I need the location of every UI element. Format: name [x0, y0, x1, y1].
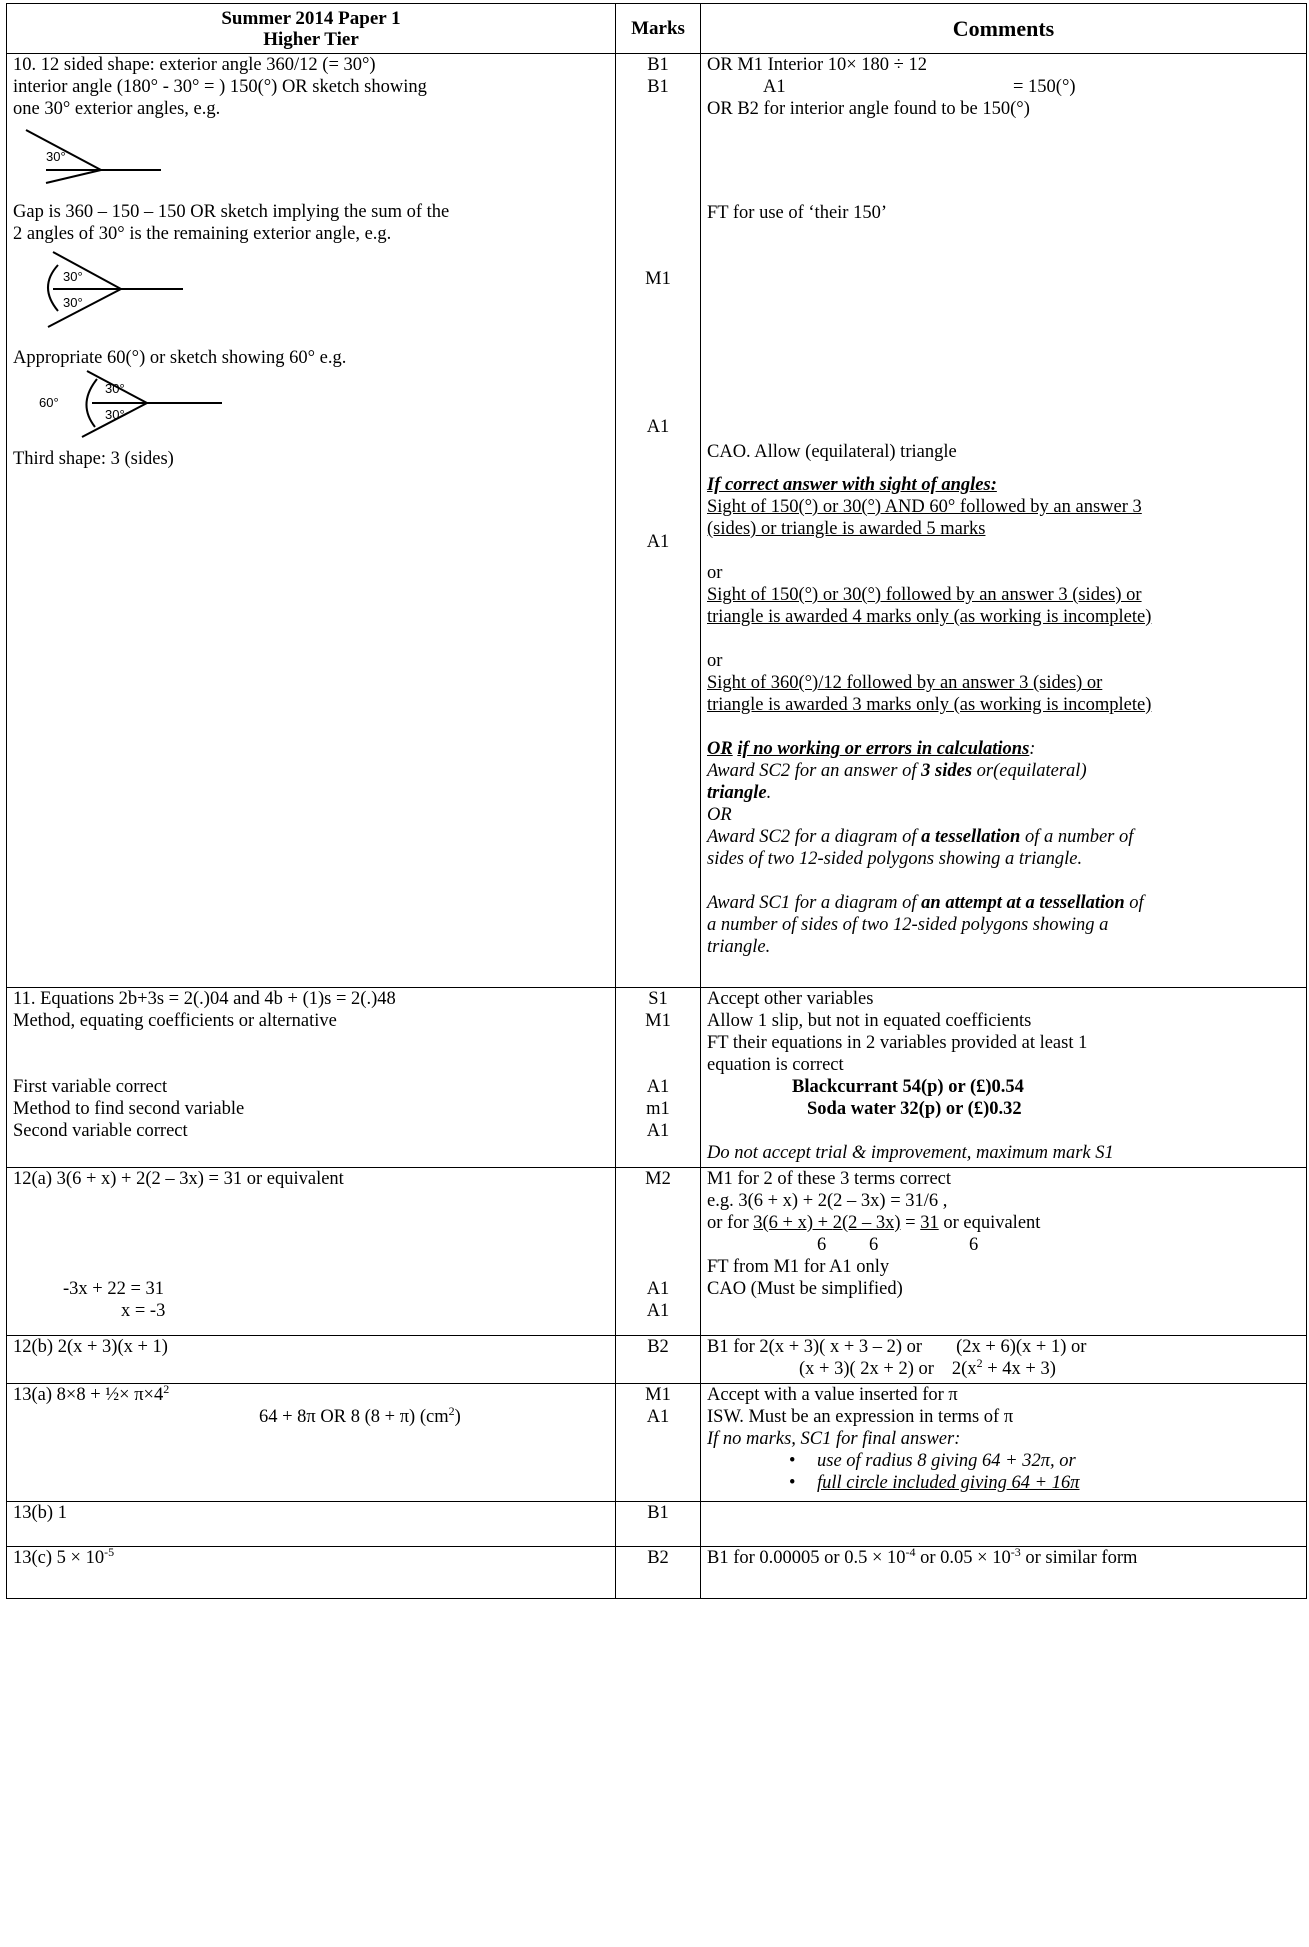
comment-part: + [813, 1213, 833, 1233]
exponent: -5 [104, 1544, 115, 1559]
comment-line: FT from M1 for A1 only [707, 1257, 890, 1277]
q11-work-line: Method, equating coefficients or alternative [13, 1011, 337, 1031]
q13a-working [7, 1381, 616, 1502]
mark: B2 [647, 1548, 669, 1568]
comment-line: Accept other variables [707, 989, 874, 1009]
comment-line: ISW. Must be an expression in terms of π [707, 1407, 1014, 1427]
comment-part: or equivalent [938, 1213, 1041, 1233]
q12a-marks [616, 1168, 701, 1336]
q11-row [7, 988, 1307, 1168]
comment-line: OR B2 for interior angle found to be 150(°) [707, 99, 1030, 119]
q12b-work-line: 12(b) 2(x + 3)(x + 1) [13, 1337, 168, 1357]
q12b-marks [616, 1336, 701, 1384]
comment-line: FT their equations in 2 variables provided at least 1 [707, 1033, 1088, 1053]
comment-line: M1 for 2 of these 3 terms correct [707, 1169, 952, 1189]
q13c-working [7, 1544, 616, 1599]
comment-part: OR [707, 739, 733, 759]
q13b-working [7, 1502, 616, 1547]
comment-line: If no marks, SC1 for final answer: [707, 1429, 961, 1449]
q13c-row [7, 1547, 1307, 1599]
fraction-denominators [707, 1234, 1300, 1256]
comment-line: sides of two 12-sided polygons showing a triangle. [707, 849, 1083, 869]
comment-heading: If correct answer with sight of angles: [707, 475, 997, 495]
comment-line [707, 738, 1300, 760]
comment-part: Award SC2 for an answer of [707, 761, 922, 781]
mark: A1 [646, 1121, 670, 1141]
fraction-denominator: 6 [969, 1235, 979, 1255]
sketch-two-30-degree-angles [33, 247, 213, 332]
work-part: 13(a) 8×8 + ½× π×4 [13, 1385, 164, 1405]
fraction-numerator: 3(6 + x) [753, 1213, 813, 1233]
comment-part: (2x + 6)(x + 1) or [956, 1337, 1087, 1357]
fraction-numerator: 2(2 – 3x) [832, 1213, 901, 1233]
comment-line: CAO (Must be simplified) [707, 1279, 903, 1299]
comment-line [707, 826, 1300, 848]
q11-work-line: Method to find second variable [13, 1099, 245, 1119]
comment-line: equation is correct [707, 1055, 844, 1075]
q13b-row [7, 1502, 1307, 1547]
comment-part: of a number of [1020, 827, 1134, 847]
comment-line: triangle is awarded 3 marks only (as working is incomplete) [707, 695, 1152, 715]
header-marks: Marks [616, 4, 701, 54]
q10-work-line: 2 angles of 30° is the remaining exterior angle, e.g. [13, 224, 392, 244]
mark: M1 [645, 1011, 671, 1031]
q12b-row [7, 1336, 1307, 1384]
q12a-work-line: 12(a) 3(6 + x) + 2(2 – 3x) = 31 or equivalent [13, 1169, 344, 1189]
comment-part: or similar form [1020, 1548, 1138, 1568]
bullet-item: • full circle included giving 64 + 16π [707, 1472, 1300, 1494]
q10-work-line: 10. 12 sided shape: exterior angle 360/12 (= 30°) [13, 55, 376, 75]
answer-line: Soda water 32(p) or (£)0.32 [807, 1099, 1022, 1119]
q13a-marks [616, 1384, 701, 1502]
q12a-comments [701, 1168, 1307, 1336]
q13a-row [7, 1384, 1307, 1502]
comment-part: or for [707, 1213, 754, 1233]
answer-line: Blackcurrant 54(p) or (£)0.54 [792, 1077, 1024, 1097]
mark: B1 [647, 1503, 669, 1523]
q10-work-line: interior angle (180° - 30° = ) 150(°) OR sketch showing [13, 77, 427, 97]
q11-work-line: 11. Equations 2b+3s = 2(.)04 and 4b + (1)s = 2(.)48 [13, 989, 396, 1009]
comment-line: a number of sides of two 12-sided polygons showing a [707, 915, 1109, 935]
header-paper-line1: Summer 2014 Paper 1 [221, 7, 401, 29]
sketch-label: 30° [63, 295, 83, 310]
q13b-work-line: 13(b) 1 [13, 1503, 67, 1523]
header-comments: Comments [701, 4, 1307, 54]
q13c-marks [616, 1547, 701, 1599]
comment-part: 2(x [951, 1359, 977, 1379]
sketch-30-degree-angle [21, 125, 181, 185]
comment-part: 3 sides [921, 761, 973, 781]
q12b-working [7, 1336, 616, 1384]
comment-part: an attempt at a tessellation [921, 893, 1125, 913]
sketch-label: 30° [63, 269, 83, 284]
q10-marks [616, 54, 701, 988]
comment-part: (x + 3)( 2x + 2) or [799, 1359, 934, 1379]
sketch-label: 30° [105, 381, 125, 396]
sketch-label: 60° [39, 395, 59, 410]
q12a-working [7, 1168, 616, 1336]
q13b-marks [616, 1502, 701, 1547]
comment-part: or(equilateral) [972, 761, 1087, 781]
sketch-label: 30° [46, 149, 66, 164]
comment-part: triangle [707, 783, 767, 803]
comment-part: : [1029, 739, 1036, 759]
mark: A1 [646, 1279, 670, 1299]
header-row [7, 4, 1307, 54]
mark: A1 [646, 1077, 670, 1097]
comment-part: or 0.05 × 10 [915, 1548, 1011, 1568]
fraction-denominator: 6 [869, 1235, 879, 1255]
comment-line [707, 76, 1300, 98]
comment-part: if no working or errors in calculations [737, 739, 1030, 759]
comment-line [707, 782, 1300, 804]
comment-line [707, 892, 1300, 914]
mark-scheme-table [6, 3, 1307, 1599]
q11-work-line: Second variable correct [13, 1121, 188, 1141]
q10-work-line: one 30° exterior angles, e.g. [13, 99, 221, 119]
sketch-60-degree-angle [27, 369, 247, 439]
comment-line: (x + 3)( 2x + 2) or $2(x^2 + 4x + 3)$ [707, 1358, 1300, 1380]
comment-line: or [707, 651, 723, 671]
comment-part: Award SC2 for a diagram of [707, 827, 922, 847]
comment-line: CAO. Allow (equilateral) triangle [707, 442, 957, 462]
q12a-work-line: x = -3 [121, 1301, 166, 1321]
fraction-numerator: 31 [920, 1213, 939, 1233]
mark: A1 [646, 417, 670, 437]
sketch-sixty [13, 369, 609, 439]
comment-line: or [707, 563, 723, 583]
q10-working [7, 54, 616, 988]
sketch-label: 30° [105, 407, 125, 422]
q13c-comments [701, 1544, 1307, 1599]
comment-line [707, 1336, 1300, 1358]
q12a-work-line: -3x + 22 = 31 [63, 1279, 165, 1299]
q12a-row [7, 1168, 1307, 1336]
q13c-work-line [13, 1544, 609, 1569]
mark: M1 [645, 1385, 671, 1405]
q11-comments [701, 988, 1307, 1168]
mark: B1 [647, 77, 669, 97]
work-part: ) [454, 1407, 461, 1427]
q10-row [7, 54, 1307, 988]
q10-comments [701, 54, 1307, 988]
exponent: -3 [1010, 1544, 1021, 1559]
comment-part: Award SC1 for a diagram of [707, 893, 922, 913]
q11-work-line: First variable correct [13, 1077, 168, 1097]
work-part: 13(c) 5 × 10 [13, 1548, 105, 1568]
sketch-one-angle [13, 120, 609, 190]
comment-part: . [766, 783, 772, 803]
comment-part: + 4x + 3) [982, 1359, 1056, 1379]
q10-work-line: Gap is 360 – 150 – 150 OR sketch implying the sum of the [13, 202, 450, 222]
comment-line: FT for use of ‘their 150’ [707, 203, 887, 223]
fraction-denominator: 6 [817, 1235, 827, 1255]
comment-line [707, 1212, 1300, 1234]
comment-line: Accept with a value inserted for π [707, 1385, 958, 1405]
exponent: -4 [905, 1544, 916, 1559]
mark: S1 [648, 989, 668, 1009]
q12b-comments [701, 1336, 1307, 1384]
comment-line [707, 760, 1300, 782]
comment-line: (sides) or triangle is awarded 5 marks [707, 519, 986, 539]
comment-line: triangle is awarded 4 marks only (as working is incomplete) [707, 607, 1152, 627]
sketch-two-angles [13, 245, 609, 337]
comment-line: Do not accept trial & improvement, maximum mark S1 [707, 1143, 1114, 1163]
header-paper [7, 4, 616, 54]
comment-part: B1 for 0.00005 or 0.5 × 10 [707, 1548, 906, 1568]
comment-line: Sight of 150(°) or 30(°) followed by an answer 3 (sides) or [707, 585, 1142, 605]
work-part: 64 + 8π OR 8 (8 + π) (cm [259, 1407, 449, 1427]
mark: M1 [645, 269, 671, 289]
comment-line: Sight of 360(°)/12 followed by an answer 3 (sides) or [707, 673, 1103, 693]
comment-line: OR M1 Interior 10× 180 ÷ 12 [707, 55, 927, 75]
comment-line [707, 1544, 1300, 1569]
mark: m1 [646, 1099, 670, 1119]
mark: A1 [646, 1301, 670, 1321]
q13a-comments [701, 1384, 1307, 1502]
comment-part: B1 for 2(x + 3)( x + 3 – 2) or [707, 1337, 923, 1357]
comment-part: = 150(°) [1013, 77, 1076, 97]
q13a-work-line: 13(a) 8×8 + ½× $\pi\times 4^2$ [13, 1381, 170, 1405]
mark: M2 [645, 1169, 671, 1189]
comment-line: triangle. [707, 937, 771, 957]
mark: A1 [646, 1407, 670, 1427]
mark: B1 [647, 55, 669, 75]
q10-work-line: Third shape: 3 (sides) [13, 449, 174, 469]
comment-part: a tessellation [921, 827, 1021, 847]
comment-part: = [900, 1213, 921, 1233]
q13a-work-line: 64 + 8π OR 8 (8 + π) $(cm^2)$ [259, 1403, 461, 1427]
q11-marks [616, 988, 701, 1168]
comment-part: A1 [763, 77, 786, 97]
header-paper-line2: Higher Tier [263, 28, 359, 50]
mark: B2 [647, 1337, 669, 1357]
comment-line: Sight of 150(°) or 30(°) AND 60° followed by an answer 3 [707, 497, 1142, 517]
comment-line: Allow 1 slip, but not in equated coefficients [707, 1011, 1032, 1031]
comment-part: of [1124, 893, 1144, 913]
comment-line: OR [707, 805, 732, 825]
q11-working [7, 988, 616, 1168]
mark: A1 [646, 532, 670, 552]
comment-line: e.g. 3(6 + x) + 2(2 – 3x) = 31/6 , [707, 1191, 948, 1211]
bullet-item: • use of radius 8 giving 64 + 32π, or [707, 1450, 1300, 1472]
q10-work-line: Appropriate 60(°) or sketch showing 60° e.g. [13, 348, 347, 368]
q13b-comments [701, 1502, 1307, 1547]
